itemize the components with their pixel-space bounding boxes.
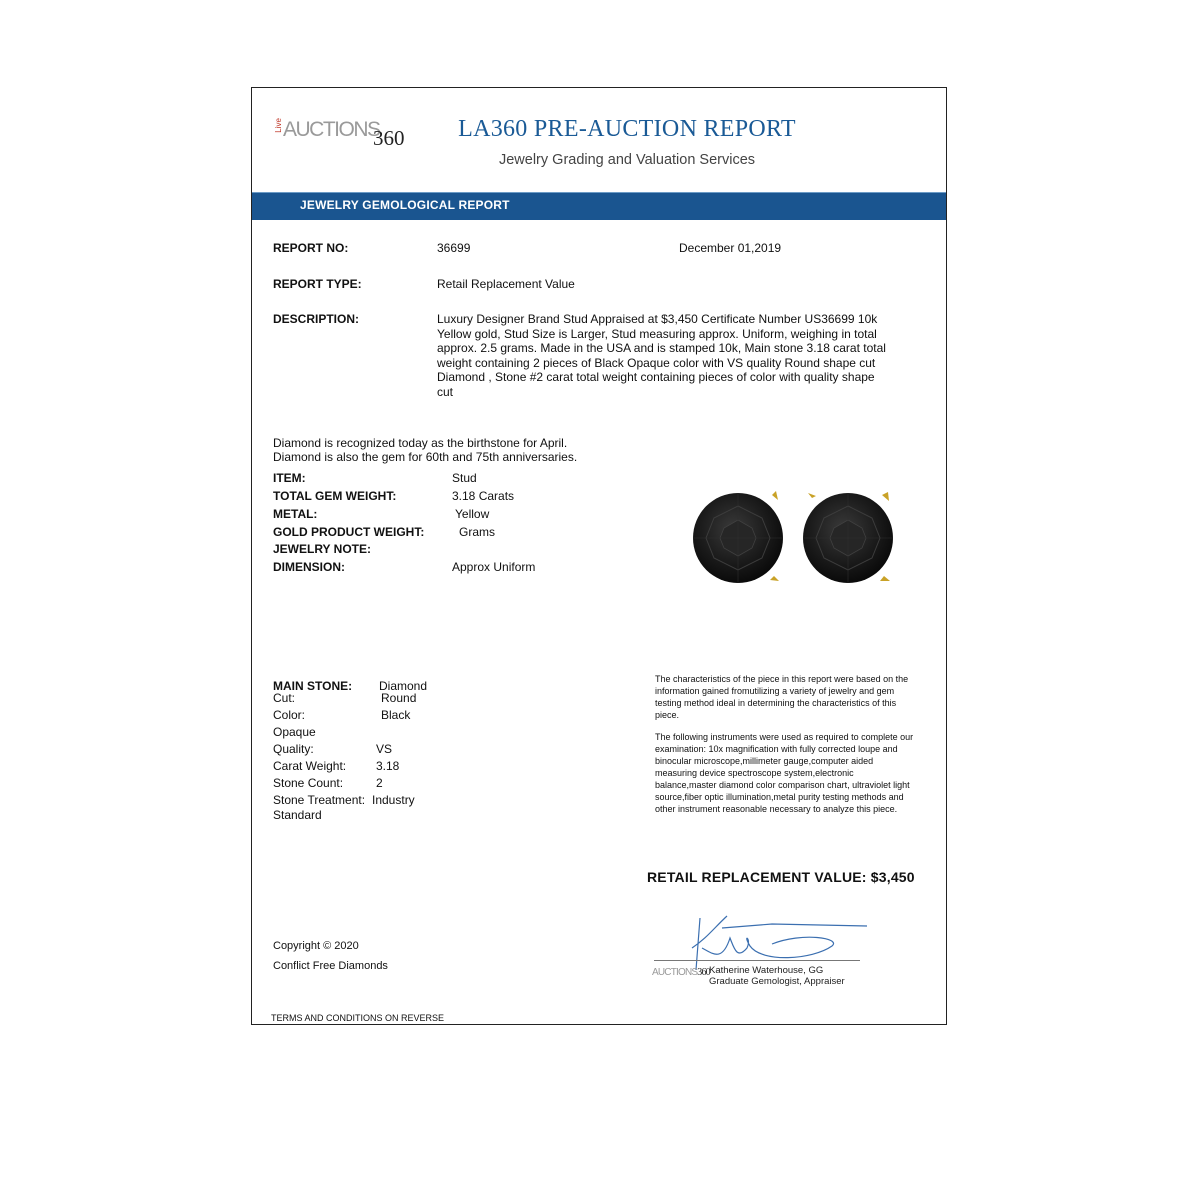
characteristics-paragraph-2: The following instruments were used as required to complete our examination: 10x magnification with fully corrected loupe and binocular microscope,millimeter gauge,computer aided measuring device spectroscope system,electronic balance,master diamond color comparison chart, ultraviolet light source,fiber optic illumination,metal purity testing methods and other instrument reasonable necessary to analyze this piece. bbox=[655, 732, 914, 814]
conflict-free-text: Conflict Free Diamonds bbox=[273, 960, 388, 972]
metal-value: Yellow bbox=[455, 507, 490, 521]
gold-weight-value: Grams bbox=[459, 525, 495, 539]
black-diamond-studs-image bbox=[690, 488, 900, 588]
stone-treatment-value: Industry bbox=[372, 793, 415, 807]
auctions360-logo bbox=[274, 116, 404, 152]
characteristics-text bbox=[655, 673, 917, 825]
dimension-label: DIMENSION: bbox=[273, 560, 345, 574]
color-value: Black bbox=[381, 708, 411, 722]
report-subtitle: Jewelry Grading and Valuation Services bbox=[498, 152, 756, 168]
color-label: Color: bbox=[273, 708, 306, 722]
logo-auctions-text: AUCTIONS bbox=[283, 118, 380, 141]
report-type-label: REPORT TYPE: bbox=[273, 277, 362, 291]
description-label: DESCRIPTION: bbox=[273, 312, 360, 326]
signature-logo-auctions: AUCTIONS bbox=[652, 967, 698, 978]
carat-weight-label: Carat Weight: bbox=[273, 759, 347, 773]
characteristics-paragraph-1: The characteristics of the piece in this report were based on the information gained fromutilizing a variety of jewelry and gem testing method ideal in determining the characteristics of this piece. bbox=[655, 674, 909, 720]
birthstone-line-1: Diamond is recognized today as the birthstone for April. bbox=[273, 436, 568, 450]
logo-live-text: Live bbox=[274, 118, 283, 133]
quality-label: Quality: bbox=[273, 742, 314, 756]
report-title: LA360 PRE-AUCTION REPORT bbox=[458, 116, 796, 142]
report-type-value: Retail Replacement Value bbox=[437, 277, 575, 291]
terms-text: TERMS AND CONDITIONS ON REVERSE bbox=[271, 1013, 445, 1023]
jewelry-note-label: JEWELRY NOTE: bbox=[273, 542, 372, 556]
right-stud bbox=[803, 492, 893, 583]
report-no-value: 36699 bbox=[437, 241, 471, 255]
stone-treatment-value-cont: Standard bbox=[273, 808, 322, 822]
report-date: December 01,2019 bbox=[679, 241, 782, 255]
signature-logo bbox=[652, 967, 710, 978]
appraiser-title: Graduate Gemologist, Appraiser bbox=[709, 975, 845, 987]
stone-treatment-label: Stone Treatment: bbox=[273, 793, 366, 807]
appraiser-name: Katherine Waterhouse, GG bbox=[709, 965, 824, 976]
carat-weight-value: 3.18 bbox=[376, 759, 400, 773]
retail-replacement-value: RETAIL REPLACEMENT VALUE: $3,450 bbox=[647, 869, 915, 885]
metal-label: METAL: bbox=[273, 507, 318, 521]
main-stone-label: MAIN STONE: bbox=[273, 679, 353, 693]
quality-value: VS bbox=[376, 742, 393, 756]
item-label: ITEM: bbox=[273, 471, 306, 485]
birthstone-line-2: Diamond is also the gem for 60th and 75th anniversaries. bbox=[273, 450, 578, 464]
gold-weight-label: GOLD PRODUCT WEIGHT: bbox=[273, 525, 425, 539]
main-stone-value: Diamond bbox=[379, 679, 428, 693]
logo-number-text: 360 bbox=[373, 126, 405, 150]
appraiser-info bbox=[709, 966, 845, 987]
item-value: Stud bbox=[452, 471, 477, 485]
color-value-cont: Opaque bbox=[273, 725, 316, 739]
cut-label: Cut: bbox=[273, 691, 296, 705]
copyright-text: Copyright © 2020 bbox=[273, 940, 359, 952]
stone-count-label: Stone Count: bbox=[273, 776, 344, 790]
report-document bbox=[251, 87, 947, 1025]
cut-value: Round bbox=[381, 691, 417, 705]
total-gem-weight-value: 3.18 Carats bbox=[452, 489, 515, 503]
section-bar-title: JEWELRY GEMOLOGICAL REPORT bbox=[300, 198, 510, 212]
description-text: Luxury Designer Brand Stud Appraised at $3,450 Certificate Number US36699 10k Yellow gold, Stud Size is Larger, Stud measuring approx. Uniform, weighing in total approx. 2.5 grams. Made in the USA and is stamped 10k, Main stone 3.18 carat total weight containing 2 pieces of Black Opaque color with VS quality Round shape cut Diamond , Stone #2 carat total weight containing pieces of color with quality shape cut bbox=[437, 312, 886, 399]
total-gem-weight-label: TOTAL GEM WEIGHT: bbox=[273, 489, 397, 503]
left-stud bbox=[693, 491, 783, 583]
signature-logo-number: 360 bbox=[697, 967, 710, 978]
signature-line bbox=[654, 960, 860, 961]
stone-count-value: 2 bbox=[376, 776, 383, 790]
report-no-label: REPORT NO: bbox=[273, 241, 349, 255]
dimension-value: Approx Uniform bbox=[452, 560, 536, 574]
